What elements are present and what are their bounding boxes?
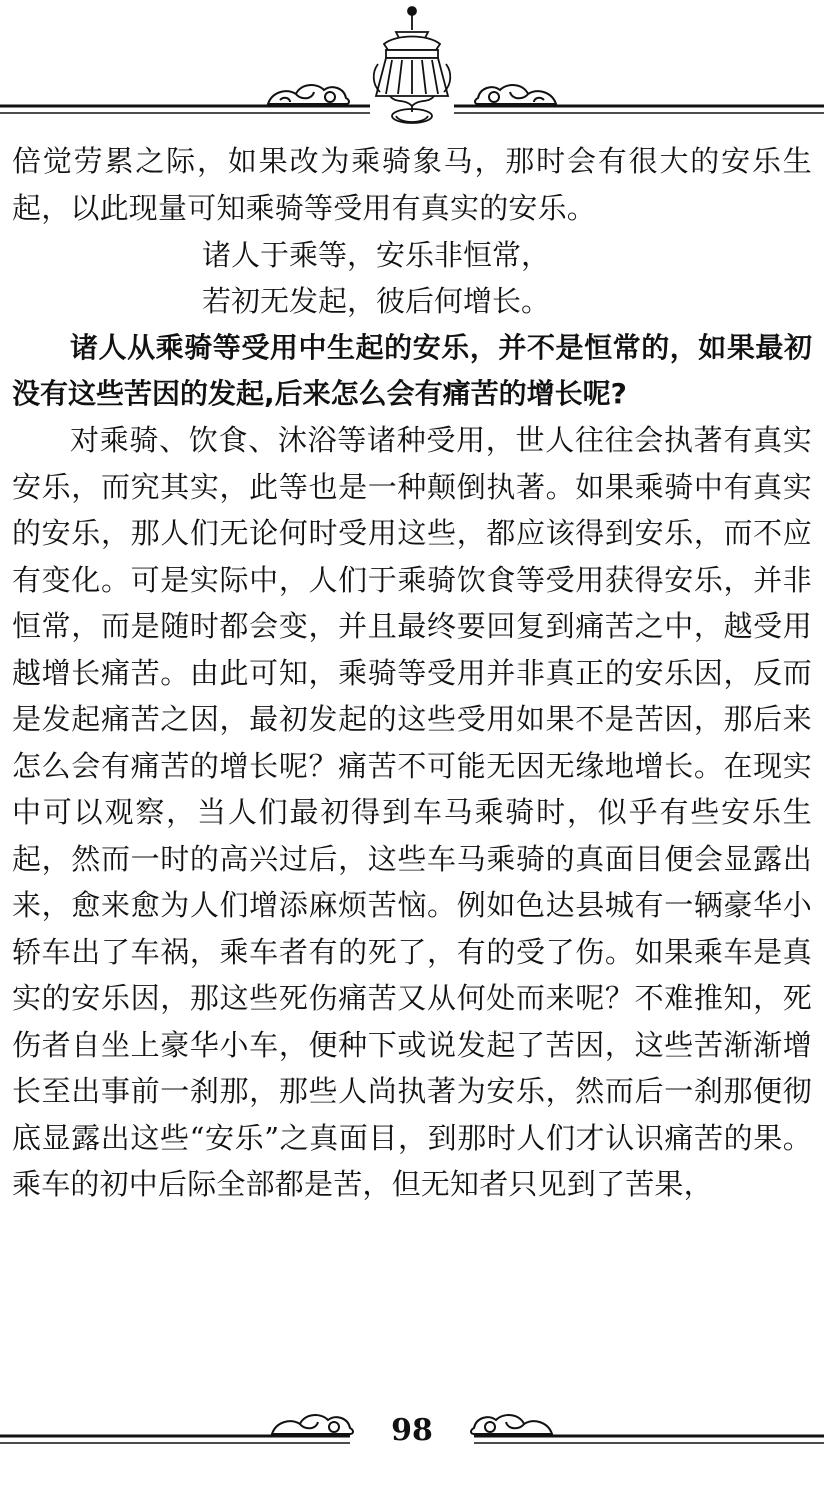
intro-paragraph: 倍觉劳累之际，如果改为乘骑象马，那时会有很大的安乐生起，以此现量可知乘骑等受用有真实的安乐。 (12, 144, 812, 225)
explanation-paragraph: 对乘骑、饮食、沐浴等诸种受用，世人往往会执著有真实安乐，而究其实，此等也是一种颠倒执著。如果乘骑中有真实的安乐，那人们无论何时受用这些，都应该得到安乐，而不应有变化。可是实际中，人们于乘骑饮食等受用获得安乐，并非恒常，而是随时都会变，并且最终要回复到痛苦之中，越受用越增长痛苦。由此可知，乘骑等受用并非真正的安乐因，反而是发起痛苦之因，最初发起的这些受用如果不是苦因，那后来怎么会有痛苦的增长呢？痛苦不可能无因无缘地增长。在现实中可以观察，当人们最初得到车马乘骑时，似乎有些安乐生起，然而一时的高兴过后，这些车马乘骑的真面目便会显露出来，愈来愈为人们增添麻烦苦恼。例如色达县城有一辆豪华小轿车出了车祸，乘车者有的死了，有的受了伤。如果乘车是真实的安乐因，那这些死伤痛苦又从何处而来呢？不难推知，死伤者自坐上豪华小车，便种下或说发起了苦因，这些苦渐渐增长至出事前一刹那，那些人尚执著为安乐，然而后一刹那便彻底显露出这些“安乐”之真面目，到那时人们才认识痛苦的果。乘车的初中后际全部都是苦，但无知者只见到了苦果， (12, 423, 812, 1201)
page-header-ornament (0, 0, 824, 140)
victory-banner-icon (374, 7, 451, 123)
footer-rule-right (474, 1436, 824, 1443)
verse-line-2: 若初无发起，彼后何增长。 (202, 284, 551, 318)
footer-cloud-left-icon (272, 1415, 353, 1434)
commentary-paragraph: 诸人从乘骑等受用中生起的安乐，并不是恒常的，如果最初没有这些苦因的发起,后来怎么会有痛苦的增长呢? (12, 331, 812, 410)
page-number: 98 (391, 1413, 433, 1448)
verse-line-1: 诸人于乘等，安乐非恒常， (202, 238, 551, 272)
cloud-ornament-left-icon (268, 85, 349, 104)
header-rule-left (0, 106, 370, 113)
footer-rule-left (0, 1436, 350, 1443)
header-rule-right (454, 106, 824, 113)
footer-cloud-right-icon (471, 1415, 552, 1434)
cloud-ornament-right-icon (475, 85, 556, 104)
page-content (12, 138, 812, 1208)
